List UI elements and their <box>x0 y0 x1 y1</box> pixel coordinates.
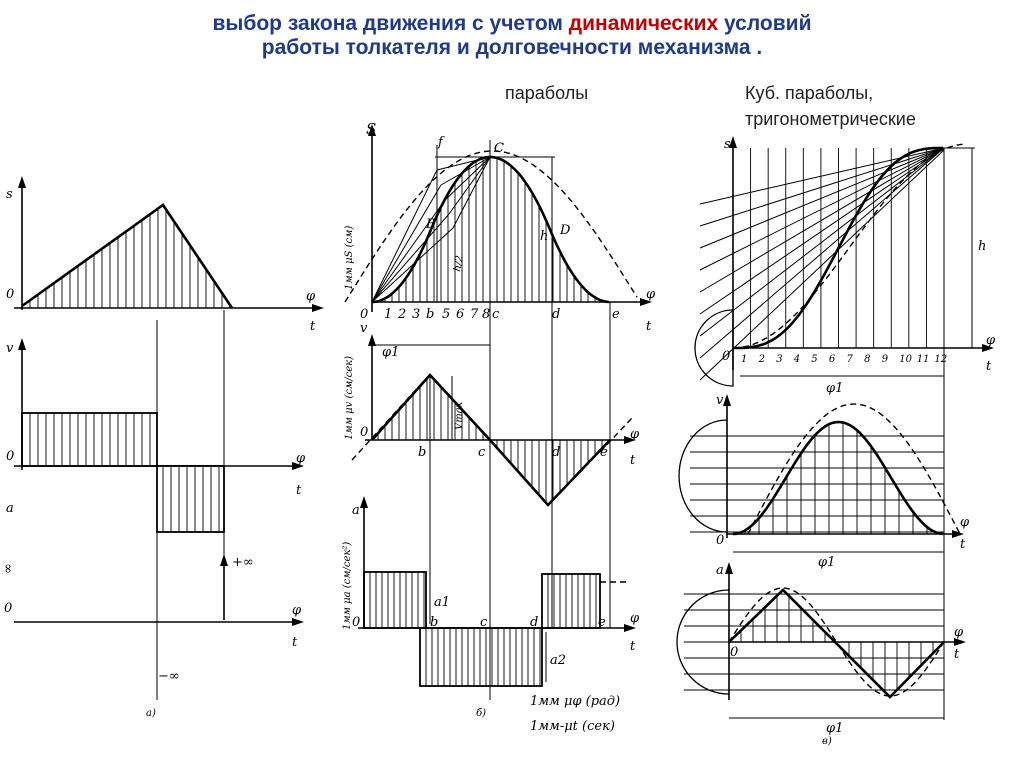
left-panel-label: а) <box>146 708 156 719</box>
right-tick: 12 <box>934 354 948 365</box>
right-tick: 3 <box>776 354 783 365</box>
middle-s-ticks <box>384 307 490 322</box>
right-s-circle <box>695 310 733 386</box>
left-a-phi-arrow <box>292 618 304 626</box>
middle-phi1: φ1 <box>382 345 400 360</box>
left-s-graph <box>6 176 324 334</box>
title-part-2: условий <box>718 12 812 35</box>
right-a-arrow <box>725 562 733 574</box>
middle-b-label: B <box>426 217 436 232</box>
middle-d-a: d <box>530 615 539 630</box>
right-phi-label-a: φ <box>954 625 964 640</box>
middle-scale-1: 1мм μφ (рад) <box>530 694 621 709</box>
left-inf-label: ∞ <box>1 563 16 574</box>
middle-ylabel-v: 1мм μv (см/сек) <box>344 355 355 440</box>
title-highlight: динамических <box>568 12 719 35</box>
left-t-label-a: t <box>292 635 298 650</box>
left-s-arrow <box>18 176 26 188</box>
caption-cubic-line-2: тригонометрические <box>745 109 916 129</box>
left-zero-a: 0 <box>4 601 13 616</box>
middle-d-v: d <box>552 445 561 460</box>
right-t-label-s: t <box>986 359 992 374</box>
right-tick: 11 <box>916 354 930 365</box>
middle-t-label-v: t <box>630 453 636 468</box>
right-s-ticks <box>741 354 947 365</box>
right-t-label-a: t <box>954 647 960 662</box>
left-plus-inf: +∞ <box>232 555 254 570</box>
left-v-graph <box>6 338 306 532</box>
middle-d-label: D <box>560 223 571 238</box>
left-zero-v: 0 <box>6 449 15 464</box>
middle-tick: 7 <box>470 307 479 322</box>
middle-c-tick: c <box>492 307 500 322</box>
middle-tick: 8 <box>482 307 491 322</box>
middle-ylabel-s: 1мм μS (см) <box>344 225 355 290</box>
diagonal-line <box>700 150 944 380</box>
middle-e-tick: e <box>612 307 620 322</box>
middle-tick: 5 <box>442 307 451 322</box>
diagonal-line <box>700 148 944 314</box>
right-tick: 2 <box>758 354 765 365</box>
middle-a1: a1 <box>434 595 451 610</box>
diagonal-line <box>700 148 944 226</box>
left-phi-label-v: φ <box>296 451 306 466</box>
middle-v-graph <box>344 321 640 505</box>
left-a-graph <box>1 310 304 719</box>
middle-panel <box>342 120 656 734</box>
right-phi-label-v: φ <box>960 515 970 530</box>
middle-c-a: c <box>480 615 488 630</box>
middle-h2-label: h/2 <box>452 254 466 273</box>
middle-v-arrow <box>368 334 376 346</box>
middle-s-label: S <box>366 120 377 138</box>
middle-d-tick: d <box>552 307 561 322</box>
middle-vmax-label: Vmax <box>454 401 465 430</box>
right-v-dashed <box>748 404 960 534</box>
middle-s-graph <box>344 120 656 334</box>
right-zero-v: 0 <box>716 533 725 548</box>
left-phi-arrow <box>312 304 324 312</box>
middle-zero-v: 0 <box>360 425 369 440</box>
right-t-label-v: t <box>960 537 966 552</box>
middle-phi-label-a: φ <box>630 611 640 626</box>
diagonal-line <box>700 148 944 292</box>
right-v-curve <box>733 422 943 534</box>
right-tick: 1 <box>741 354 748 365</box>
left-v-label: v <box>6 341 14 356</box>
right-h-label: h <box>978 239 987 254</box>
middle-phi-label-s: φ <box>646 287 656 302</box>
middle-zero-s: 0 <box>360 307 369 322</box>
middle-tick: 3 <box>412 307 421 322</box>
middle-b-v: b <box>418 445 427 460</box>
right-tick: 9 <box>881 354 889 365</box>
middle-t-label-s: t <box>646 319 652 334</box>
right-phi1-a: φ1 <box>826 721 844 736</box>
diagonal-line <box>700 148 944 270</box>
title-line-2: работы толкателя и долговечности механизма . <box>261 36 763 59</box>
middle-a-block-1 <box>364 572 426 628</box>
left-plus-inf-head <box>220 554 228 566</box>
middle-b-a: b <box>430 615 439 630</box>
middle-a2: a2 <box>550 653 567 668</box>
right-a-triangle <box>729 590 944 697</box>
middle-zero-a: 0 <box>352 615 361 630</box>
left-v-negative <box>157 466 224 532</box>
right-a-grid <box>684 594 944 692</box>
right-tick: 7 <box>846 354 853 365</box>
right-s-curve <box>733 148 943 348</box>
middle-phi-label-v: φ <box>630 427 640 442</box>
middle-tick: 2 <box>398 307 407 322</box>
middle-a-block-3 <box>542 574 600 628</box>
left-s-curve <box>22 205 232 308</box>
middle-t-label-a: t <box>630 639 636 654</box>
right-phi1-v: φ1 <box>818 555 836 570</box>
left-s-label: s <box>6 187 13 202</box>
left-t-label-s: t <box>310 319 316 334</box>
left-v-positive <box>22 413 157 466</box>
middle-c-label: C <box>494 141 504 156</box>
middle-h-label: h <box>540 229 549 244</box>
middle-e-a: e <box>598 615 606 630</box>
right-v-arrow <box>723 394 731 406</box>
right-a-graph <box>677 562 966 747</box>
right-s-diagonals <box>700 148 944 380</box>
right-tick: 10 <box>899 354 913 365</box>
right-s-graph <box>695 136 996 396</box>
fan-line <box>372 185 441 302</box>
diagonal-line <box>700 148 944 358</box>
left-phi-label-s: φ <box>306 289 316 304</box>
diagonal-line <box>700 148 944 248</box>
right-tick: 6 <box>828 354 836 365</box>
left-v-hatch <box>30 413 219 532</box>
middle-v-label: v <box>360 321 368 336</box>
left-phi-label-a: φ <box>292 603 302 618</box>
right-v-graph <box>679 393 970 570</box>
middle-tick: 1 <box>384 307 393 322</box>
middle-e-v: e <box>600 445 608 460</box>
right-tick: 8 <box>864 354 871 365</box>
right-v-label: v <box>716 393 724 408</box>
right-v-grid <box>690 423 944 534</box>
middle-a-graph <box>342 496 640 734</box>
caption-parabolas: параболы <box>505 83 589 103</box>
right-a-label: a <box>716 563 724 578</box>
middle-f-label: f <box>438 135 443 150</box>
left-panel <box>1 176 324 719</box>
left-t-label-v: t <box>296 483 302 498</box>
middle-a-label: a <box>352 503 360 518</box>
left-minus-inf: −∞ <box>158 669 180 684</box>
left-a-label: a <box>6 501 14 516</box>
right-tick: 4 <box>793 354 801 365</box>
middle-a-arrow <box>360 496 368 508</box>
middle-panel-label: б) <box>476 708 487 719</box>
right-v-arc <box>679 420 727 532</box>
right-zero-s: 0 <box>722 349 731 364</box>
caption-cubic-line-1: Куб. параболы, <box>745 83 874 103</box>
right-panel <box>677 136 996 747</box>
right-s-label: s <box>724 137 731 152</box>
middle-c-v: c <box>478 445 486 460</box>
middle-tick: b <box>426 307 435 322</box>
middle-tick: 6 <box>456 307 465 322</box>
left-zero-s: 0 <box>6 287 15 302</box>
title-part-1: выбор закона движения с учетом <box>212 12 569 35</box>
right-panel-label: в) <box>822 736 832 747</box>
middle-ylabel-a: 1мм μa (см/сек²) <box>342 541 353 630</box>
right-phi-label-s: φ <box>986 333 996 348</box>
right-tick: 5 <box>811 354 818 365</box>
middle-scale-2: 1мм-μt (сек) <box>530 719 615 734</box>
left-v-arrow <box>18 338 26 350</box>
right-phi1-s: φ1 <box>826 381 844 396</box>
right-zero-a: 0 <box>730 645 739 660</box>
